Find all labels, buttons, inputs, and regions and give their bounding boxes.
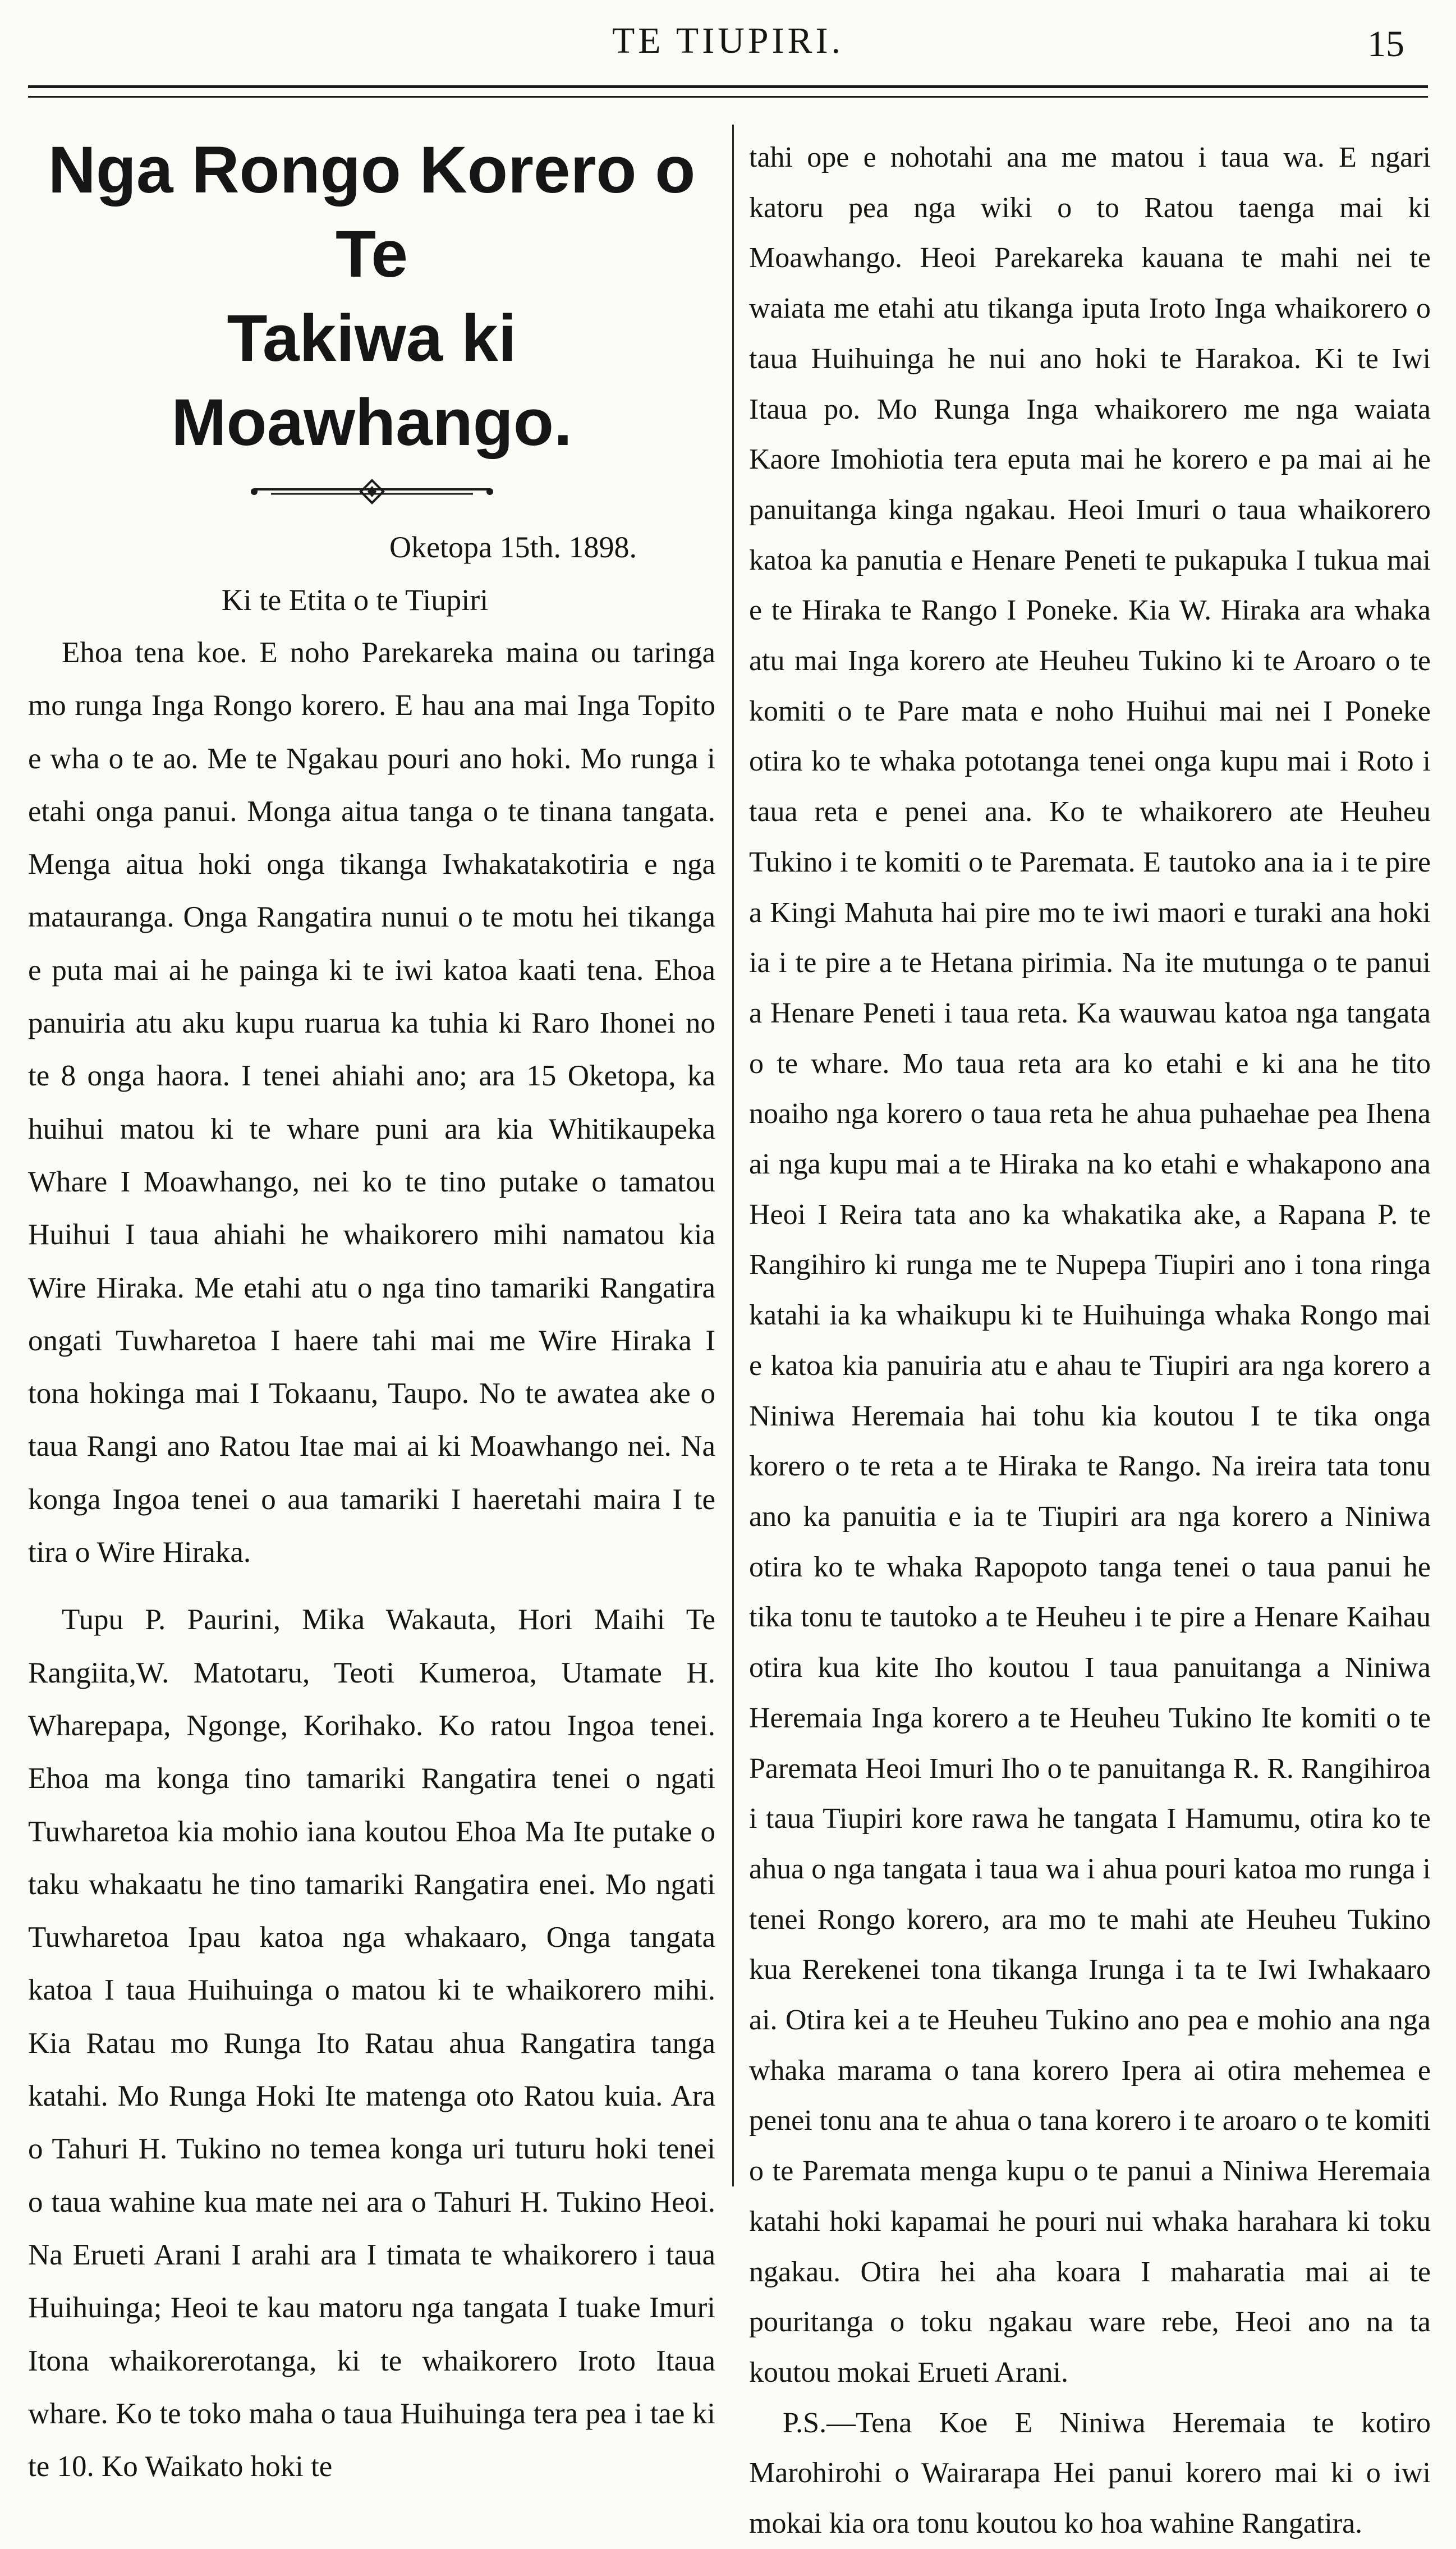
- running-title: TE TIUPIRI.: [612, 20, 844, 61]
- body-paragraph: Tupu P. Paurini, Mika Wakauta, Hori Maihi Te Rangiita,W. Matotaru, Teoti Kumeroa, Utamate H. Wharepapa, Ngonge, Korihako. Ko ratou Ingoa tenei. Ehoa ma konga tino tamariki Rangatira tenei o ngati Tuwharetoa kia mohio iana koutou Ehoa Ma Ite putake o taku whakaatu he tino tamariki Rangatira enei. Mo ngati Tuwharetoa Ipau katoa nga whakaaro, Onga tangata katoa I taua Huihuinga o matou ki te whaikorero mihi. Kia Ratau mo Runga Ito Ratau ahua Rangatira tanga katahi. Mo Runga Hoki Ite matenga oto Ratou kuia. Ara o Tahuri H. Tukino no temea konga uri tuturu hoki tenei o taua wahine kua mate nei ara o Tahuri H. Tukino Heoi. Na Erueti Arani I arahi ara I timata te whaikorero i taua Huihuinga; Heoi te kau matoru nga tangata I tuake Imuri Itona whaikorerotanga, ki te whaikorero Iroto Itaua whare. Ko te toko maha o taua Huihuinga tera pea i tae ki te 10. Ko Waikato hoki te: [28, 1603, 715, 2483]
- header-double-rule: [28, 85, 1428, 98]
- right-column: [749, 125, 1431, 2540]
- article-headline: [28, 128, 715, 465]
- running-head: [0, 10, 1456, 72]
- salutation: Ki te Etita o te Tiupiri: [221, 583, 489, 617]
- body-paragraph: Ehoa tena koe. E noho Parekareka maina ou taringa mo runga Inga Rongo korero. E hau ana mai Inga Topito e wha o te ao. Me te Ngakau pouri ano hoki. Mo runga i etahi onga panui. Monga aitua tanga o te tinana tangata. Menga aitua hoki onga tikanga Iwhakatakotiria e nga matauranga. Onga Rangatira nunui o te motu hei tikanga e puta mai ai he painga ki te iwi katoa kaati tena. Ehoa panuiria atu aku kupu ruarua ka tuhia ki Raro Ihonei no te 8 onga haora. I tenei ahiahi ano; ara 15 Oketopa, ka huihui matou ki te whare puni ara kia Whitikaupeka Whare I Moawhango, nei ko te tino putake o tamatou Huihui I taua ahiahi he whaikorero mihi namatou kia Wire Hiraka. Me etahi atu o nga tino tamariki Rangatira ongati Tuwharetoa I haere tahi mai me Wire Hiraka I tona hokinga mai I Tokaanu, Taupo. No te awatea ake o taua Rangi ano Ratou Itae mai ai ki Moawhango nei. Na konga Ingoa tenei o aua tamariki I haeretahi maira I te tira o Wire Hiraka.: [28, 636, 715, 1569]
- headline-line-2: Takiwa ki Moawhango.: [171, 301, 572, 460]
- ornamental-divider: [249, 475, 495, 508]
- body-paragraph: tahi ope e nohotahi ana me matou i taua wa. E ngari katoru pea nga wiki o to Ratou taenga mai ki Moawhango. Heoi Parekareka kauana te mahi nei te waiata me etahi atu tikanga iputa Iroto Inga whaikorero o taua Huihuinga he nui ano hoki te Harakoa. Ki te Iwi Itaua po. Mo Runga Inga whaikorero me nga waiata Kaore Imohiotia tera eputa mai he korero e pa mai ai he panuitanga kinga ngakau. Heoi Imuri o taua whaikorero katoa ka panutia e Henare Peneti te pukapuka I tukua mai e te Hiraka te Rango I Poneke. Kia W. Hiraka ara whaka atu mai Inga korero ate Heuheu Tukino ki te Aroaro o te komiti o te Pare mata e noho Huihui mai nei I Poneke otira ko te whaka pototanga tenei onga kupu mai i Roto i taua reta e penei ana. Ko te whaikorero ate Heuheu Tukino i te komiti o te Paremata. E tautoko ana ia i te pire a Kingi Mahuta hai pire mo te iwi maori e turaki ana hoki ia i te pire a te Hetana pirimia. Na ite mutunga o te panui a Henare Peneti i taua reta. Ka wauwau katoa nga tangata o te whare. Mo taua reta ara ko etahi e ki ana he tito noaiho nga korero o taua reta he ahua puhaehae pea Ihena ai nga kupu mai a te Hiraka na ko etahi e whakapono ana Heoi I Reira tata ano ka whakatika ake, a Rapana P. te Rangihiro ki runga me te Nupepa Tiupiri ano i tona ringa katahi ia ka whaikupu ki te Huihuinga whaka Rongo mai e katoa kia panuiria atu e ahau te Tiupiri ara nga korero a Niniwa Heremaia hai tohu kia koutou I te tika onga korero o te reta a te Hiraka te Rango. Na ireira tata tonu ano ka panuitia e ia te Tiupiri ara nga korero a Niniwa otira ko te whaka Rapopoto tanga tenei o taua panui he tika tonu te tautoko a te Heuheu i te pire a Henare Kaihau otira kua kite Iho koutou I taua panuitanga a Niniwa Heremaia Inga korero a te Heuheu Tukino Ite komiti o te Paremata Heoi Imuri Iho o te panuitanga R. R. Rangihiroa i taua Tiupiri kore rawa he tangata I Hamumu, otira ko te ahua o nga tangata i taua wa i ahua pouri katoa mo runga i tenei Rongo korero, ara mo te mahi ate Heuheu Tukino kua Rerekenei tona tikanga Irunga i ta te Iwi Iwhakaaro ai. Otira kei a te Heuheu Tukino ano pea e mohio ana nga whaka marama o tana korero Ipera ai otira mehemea e penei tonu ana te ahua o tana korero i te aroaro o te komiti o te Paremata menga kupu o te panui a Niniwa Heremaia katahi hoki kapamai he pouri nui whaka harahara ki toku ngakau. Otira hei aha koara I maharatia mai ai te pouritanga o toku ngakau ware rebe, Heoi ano na ta koutou mokai Erueti Arani.: [749, 141, 1431, 2388]
- postscript-paragraph: P.S.—Tena Koe E Niniwa Heremaia te kotiro Marohirohi o Wairarapa Hei panui korero mai ki o iwi mokai kia ora tonu koutou ko hoa wahine Rangatira.: [749, 2406, 1431, 2540]
- page-number: 15: [1367, 24, 1404, 65]
- headline-line-1: Nga Rongo Korero o Te: [48, 133, 696, 291]
- dateline: Oketopa 15th. 1898.: [389, 530, 637, 564]
- left-column: [28, 125, 715, 2483]
- column-rule: [732, 125, 734, 2186]
